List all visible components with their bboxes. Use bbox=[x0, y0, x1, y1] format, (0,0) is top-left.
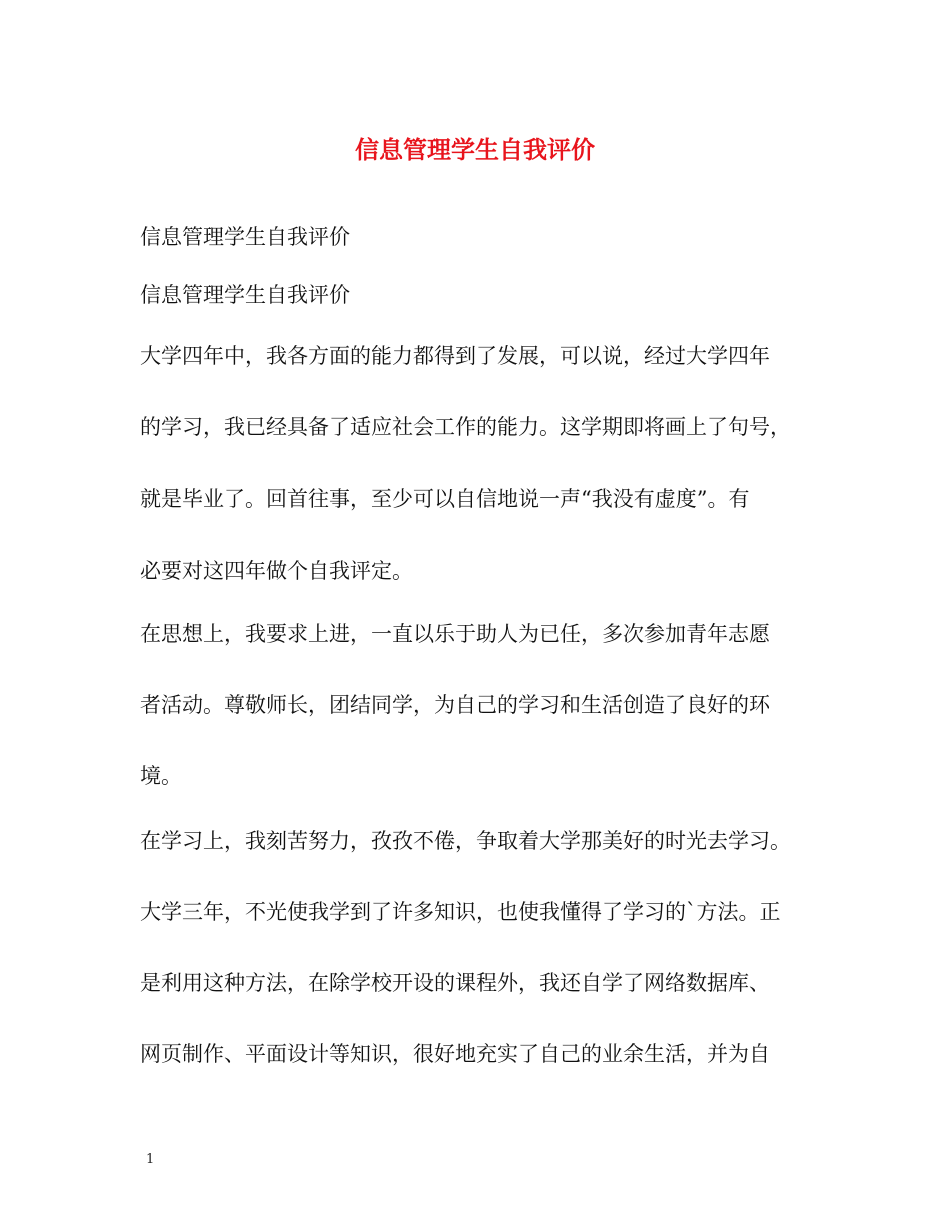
text-line: 网页制作、平面设计等知识，很好地充实了自己的业余生活，并为自 bbox=[140, 1042, 770, 1066]
text-line: 的学习，我已经具备了适应社会工作的能力。这学期即将画上了句号， bbox=[140, 415, 791, 439]
text-line: 在学习上，我刻苦努力，孜孜不倦，争取着大学那美好的时光去学习。 bbox=[140, 829, 791, 853]
text-line: 就是毕业了。回首往事，至少可以自信地说一声“我没有虚度”。有 bbox=[140, 487, 750, 511]
page-title: 信息管理学生自我评价 bbox=[355, 135, 595, 164]
text-line: 必要对这四年做个自我评定。 bbox=[140, 559, 413, 583]
text-line: 境。 bbox=[140, 764, 182, 788]
text-line: 是利用这种方法，在除学校开设的课程外，我还自学了网络数据库、 bbox=[140, 971, 770, 995]
text-line: 大学三年，不光使我学到了许多知识，也使我懂得了学习的`方法。正 bbox=[140, 900, 781, 924]
text-line: 大学四年中，我各方面的能力都得到了发展，可以说，经过大学四年 bbox=[140, 344, 770, 368]
text-line: 信息管理学生自我评价 bbox=[140, 225, 350, 249]
text-line: 者活动。尊敬师长，团结同学，为自己的学习和生活创造了良好的环 bbox=[140, 693, 770, 717]
text-line: 信息管理学生自我评价 bbox=[140, 283, 350, 307]
text-line: 在思想上，我要求上进，一直以乐于助人为已任，多次参加青年志愿 bbox=[140, 622, 770, 646]
page-number: 1 bbox=[146, 1152, 155, 1167]
